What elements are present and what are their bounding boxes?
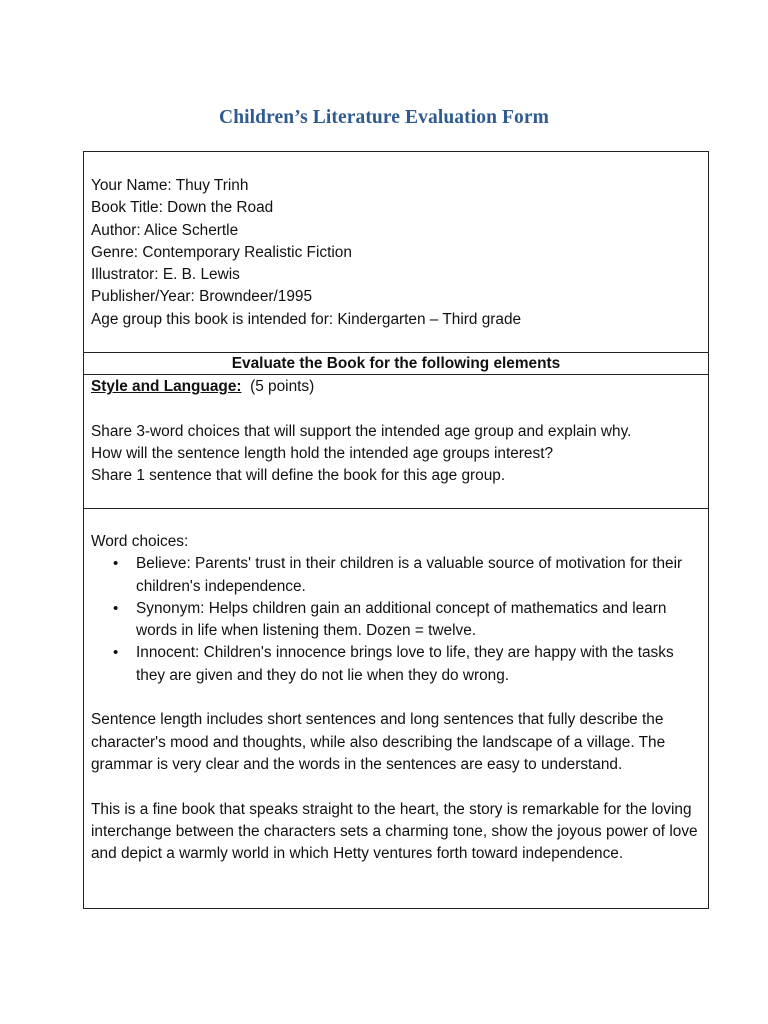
bullet-icon: •	[113, 555, 119, 573]
info-illustrator: Illustrator: E. B. Lewis	[91, 266, 240, 284]
spacer	[91, 687, 701, 709]
style-language-prompt-cell	[84, 375, 708, 509]
evaluation-form-table	[83, 151, 709, 909]
spacer	[91, 776, 701, 798]
prompt-line: How will the sentence length hold the intended age groups interest?	[91, 444, 554, 462]
bullet-icon: •	[113, 644, 119, 662]
info-age-group: Age group this book is intended for: Kindergarten – Third grade	[91, 310, 522, 328]
info-book-title: Book Title: Down the Road	[91, 199, 274, 217]
prompt-line: Share 3-word choices that will support the intended age group and explain why.	[91, 422, 632, 440]
style-language-points: (5 points)	[241, 378, 315, 395]
list-item	[91, 553, 701, 598]
evaluate-heading: Evaluate the Book for the following elements	[84, 353, 708, 375]
style-language-answer-cell	[84, 509, 708, 908]
list-item	[91, 642, 701, 687]
word-choices-list	[91, 553, 701, 687]
book-info-cell	[84, 152, 708, 353]
style-language-label: Style and Language:	[91, 378, 242, 395]
list-item-text: Synonym: Helps children gain an additional concept of mathematics and learn words in life when listening them. Dozen = twelve.	[136, 599, 667, 640]
word-choices-intro: Word choices:	[91, 533, 189, 550]
info-genre: Genre: Contemporary Realistic Fiction	[91, 243, 352, 261]
info-publisher-year: Publisher/Year: Browndeer/1995	[91, 288, 313, 306]
style-language-header	[91, 376, 701, 398]
spacer	[91, 398, 701, 420]
info-your-name: Your Name: Thuy Trinh	[91, 177, 249, 194]
info-author: Author: Alice Schertle	[91, 221, 239, 239]
sentence-length-paragraph: Sentence length includes short sentences and long sentences that fully describe the character's mood and thoughts, while also describing the landscape of a village. The grammar is very clear and the words in the sentences are easy to understand.	[91, 711, 666, 773]
prompt-line: Share 1 sentence that will define the book for this age group.	[91, 467, 506, 485]
list-item-text: Believe: Parents' trust in their children is a valuable source of motivation for their children's independence.	[136, 555, 683, 595]
bullet-icon: •	[113, 599, 119, 617]
list-item-text: Innocent: Children's innocence brings love to life, they are happy with the tasks they are given and they do not lie when they do wrong.	[136, 644, 674, 684]
defining-sentence-paragraph: This is a fine book that speaks straight to the heart, the story is remarkable for the loving interchange between the characters sets a charming tone, show the joyous power of love and depict a warmly world in which Hetty ventures forth toward independence.	[91, 800, 698, 863]
list-item	[91, 598, 701, 643]
form-title: Children’s Literature Evaluation Form	[219, 107, 549, 128]
